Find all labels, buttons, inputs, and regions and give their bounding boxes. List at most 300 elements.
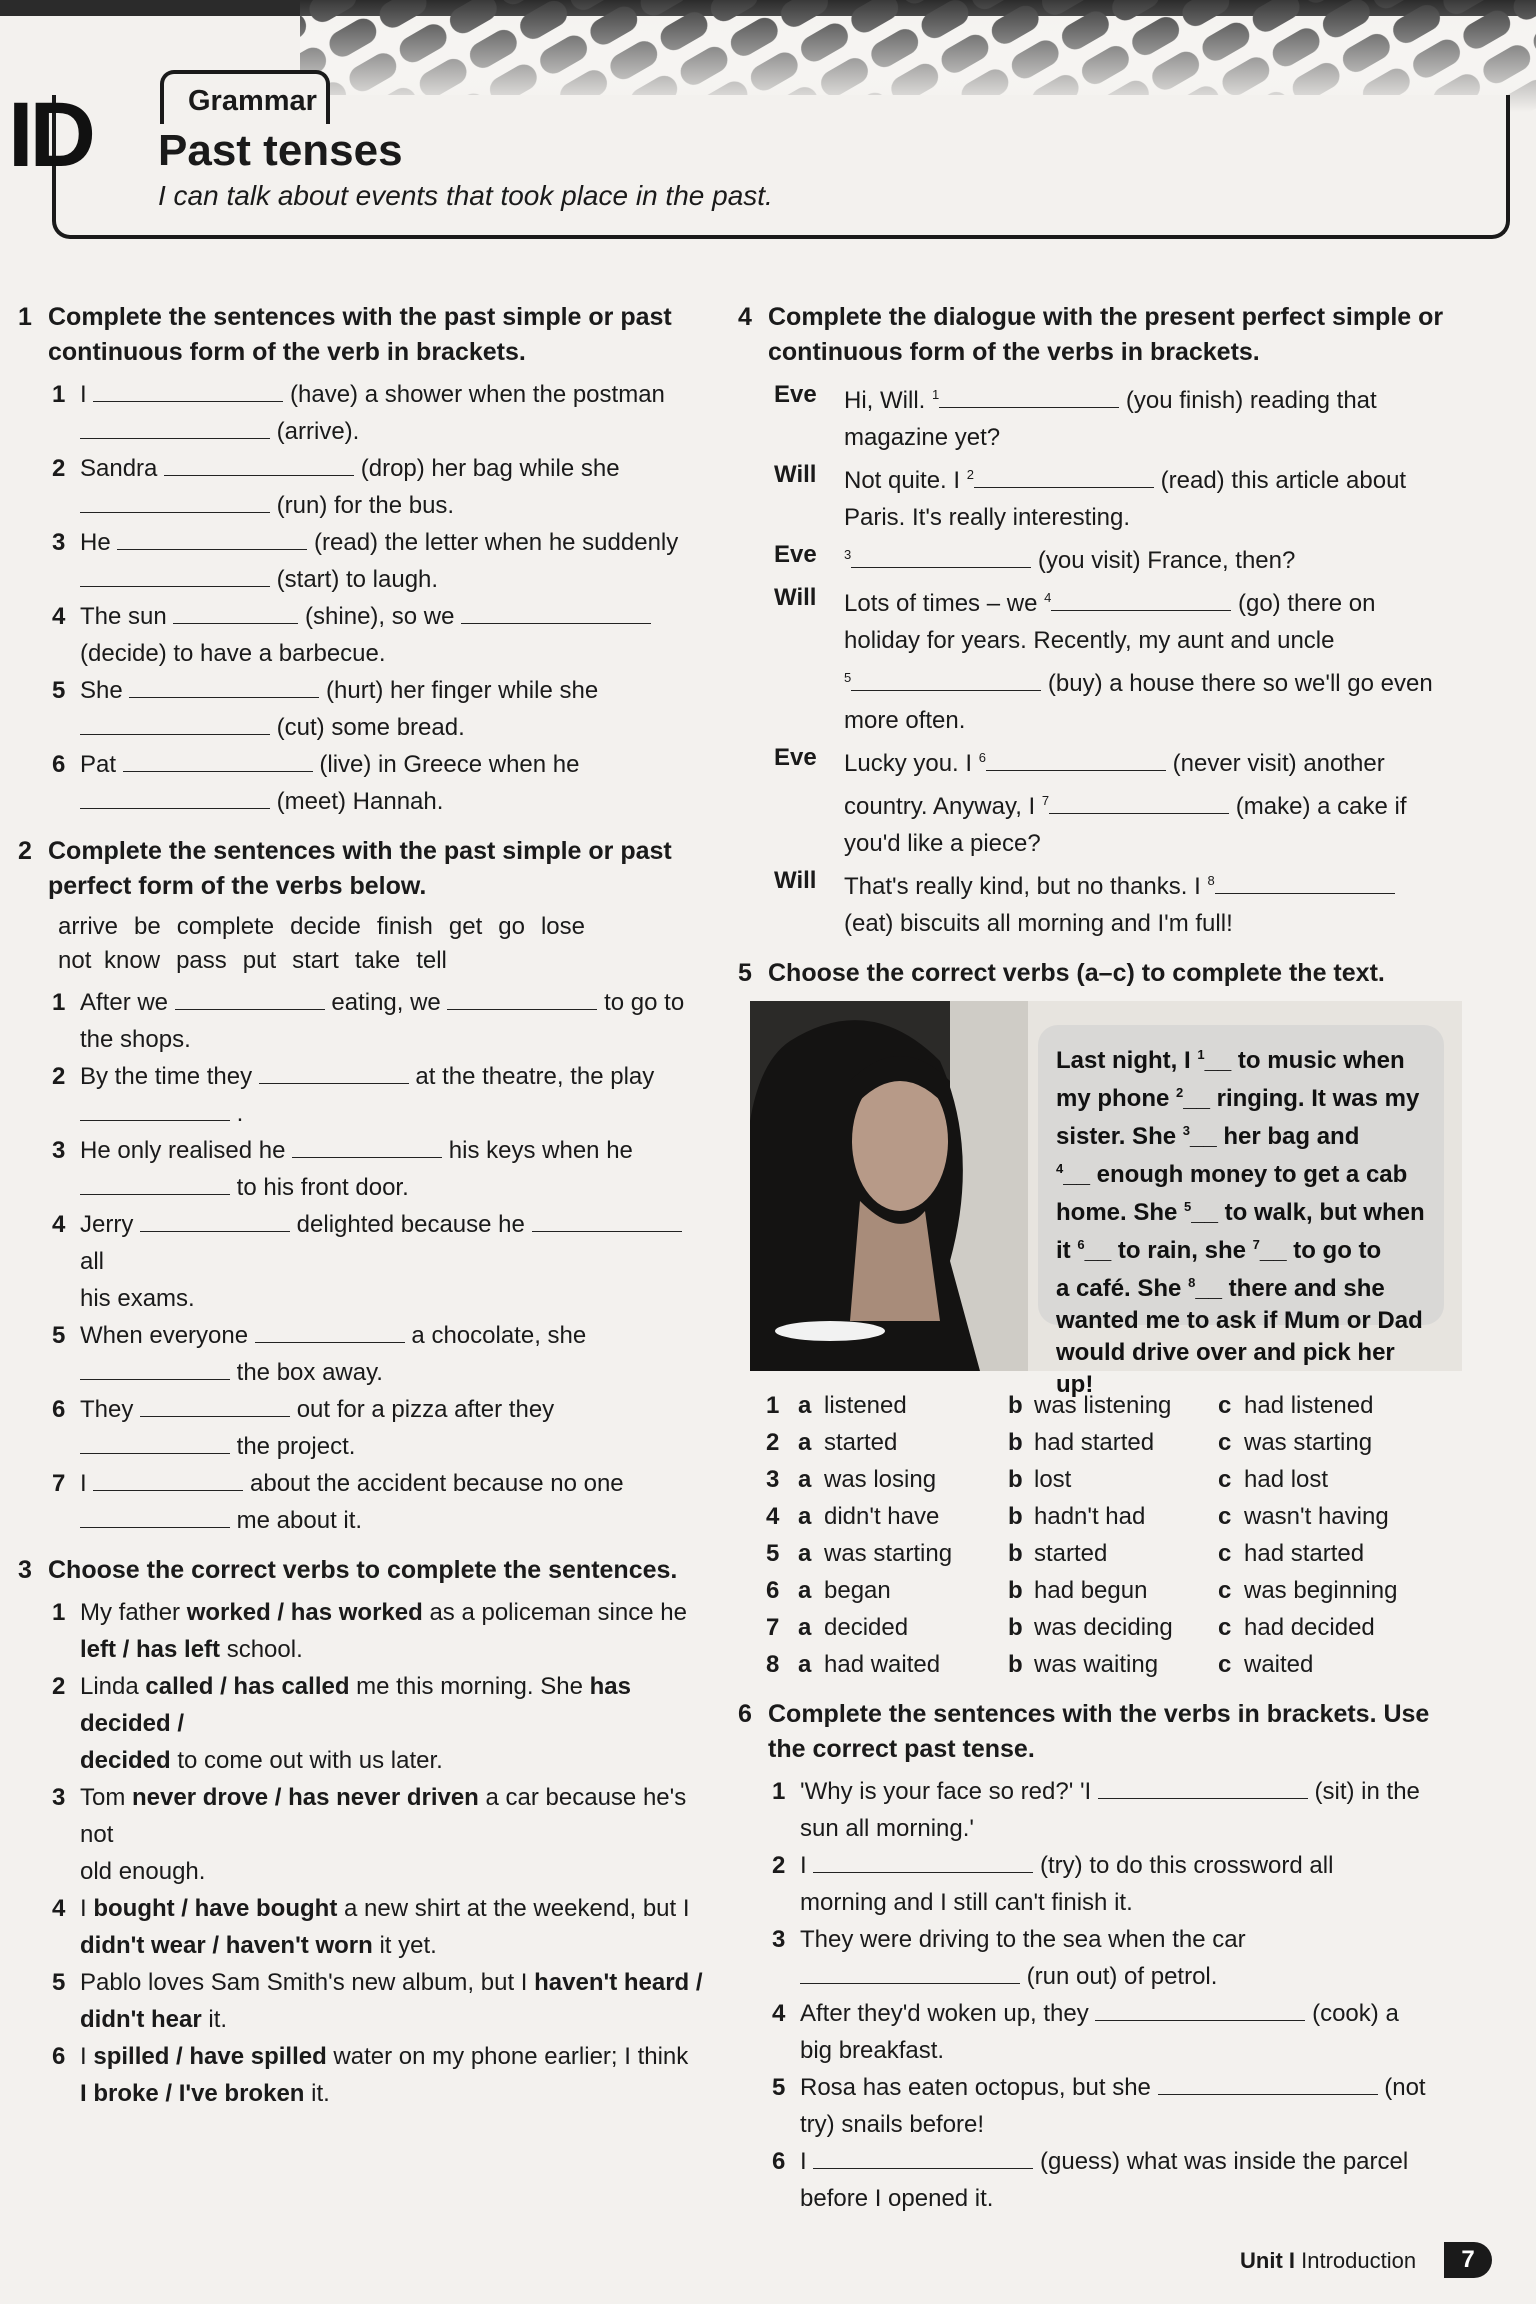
item-number: 4: [52, 603, 66, 630]
word: tell: [416, 947, 447, 974]
text: (try) to do this crossword all: [1033, 1852, 1334, 1879]
text: it.: [201, 2006, 228, 2033]
item-line: [80, 1594, 708, 1631]
verb-choice[interactable]: has decided /: [80, 1673, 631, 1737]
item-line: [800, 1884, 1450, 1921]
answer-blank[interactable]: [800, 1963, 1020, 1984]
answer-blank[interactable]: [123, 751, 313, 772]
option-text: had started: [1034, 1429, 1155, 1456]
gap-number: 5: [1184, 1199, 1192, 1214]
item-line: [800, 2069, 1450, 2106]
option-text: waited: [1244, 1651, 1314, 1678]
verb-choice[interactable]: didn't hear: [80, 2006, 202, 2033]
item-line: [80, 1021, 708, 1058]
text: [270, 714, 277, 741]
exercise-item: [52, 746, 708, 820]
item-number: 1: [52, 381, 66, 408]
speech: [844, 579, 1450, 739]
word-line: [58, 944, 708, 978]
option-a[interactable]: [798, 1572, 1008, 1609]
item-number: 7: [52, 1470, 66, 1497]
answer-blank[interactable]: [175, 989, 325, 1010]
text: By the time they: [80, 1063, 259, 1090]
verb-choice[interactable]: never drove / has never driven: [132, 1784, 479, 1811]
speech-line: you'd like a piece?: [844, 830, 1041, 857]
gap-number: 3: [844, 547, 852, 562]
word: put: [242, 947, 277, 974]
item-line: [80, 450, 708, 487]
answer-blank[interactable]: [292, 1137, 442, 1158]
exercise-items: [772, 1773, 1450, 2217]
item-line: [80, 1206, 708, 1280]
item-line: [80, 524, 708, 561]
item-line: [80, 1280, 708, 1317]
text: (hurt) her finger while she: [319, 677, 599, 704]
item-line: [80, 1927, 708, 1964]
item-line: [80, 1742, 708, 1779]
text: (you finish) reading that: [1119, 387, 1377, 414]
exercise-item: [52, 2038, 708, 2112]
option-a[interactable]: [798, 1535, 1008, 1572]
gap-number: 8: [1207, 873, 1215, 888]
exercise-item: [52, 1594, 708, 1668]
exercise-item: [52, 1465, 708, 1539]
word-box: [58, 910, 708, 978]
verb-choice[interactable]: called / has called: [145, 1673, 350, 1700]
item-number: 6: [52, 1396, 66, 1423]
option-letter: b: [1008, 1614, 1023, 1641]
exercise-item: [52, 1132, 708, 1206]
speaker: Will: [774, 584, 817, 611]
option-b[interactable]: [1008, 1535, 1218, 1572]
option-letter: a: [798, 1540, 812, 1567]
answer-blank[interactable]: [80, 788, 270, 809]
item-line: [80, 672, 708, 709]
item-line: [80, 487, 708, 524]
item-text: [80, 1391, 708, 1465]
text: (cook) a: [1305, 2000, 1399, 2027]
option-b[interactable]: [1008, 1498, 1218, 1535]
gap-number: 4: [1044, 590, 1052, 605]
exercise-number: 4: [738, 303, 752, 331]
speaker: Will: [774, 461, 817, 488]
text: Rosa has eaten octopus, but she: [800, 2074, 1158, 2101]
option-c[interactable]: [1218, 1646, 1428, 1683]
dialogue-line: [774, 536, 1450, 579]
answer-blank[interactable]: [1158, 2074, 1378, 2095]
item-line: [800, 1810, 1450, 1847]
option-b[interactable]: [1008, 1609, 1218, 1646]
text: (buy) a house there so we'll go even: [1041, 670, 1433, 697]
speech-line: [844, 579, 1450, 622]
text: country. Anyway, I: [844, 793, 1042, 820]
bubble-line: [1056, 1039, 1426, 1077]
answer-blank[interactable]: [80, 1507, 230, 1528]
bubble-line: [1056, 1153, 1426, 1191]
item-text: [800, 1921, 1450, 1995]
word: arrive: [58, 913, 119, 940]
answer-blank[interactable]: [851, 670, 1041, 691]
exercise-4: [738, 300, 1450, 942]
text: before I opened it.: [800, 2185, 994, 2212]
option-c[interactable]: [1218, 1424, 1428, 1461]
item-line: [80, 1853, 708, 1890]
word: decide: [290, 913, 361, 940]
word: pass: [176, 947, 227, 974]
option-letter: c: [1218, 1614, 1232, 1641]
item-text: [80, 1779, 708, 1890]
text: (read) the letter when he suddenly: [307, 529, 679, 556]
item-number: 1: [52, 1599, 66, 1626]
word: get: [448, 913, 483, 940]
text: (run out) of petrol.: [1020, 1963, 1218, 1990]
answer-blank[interactable]: [80, 714, 270, 735]
answer-blank[interactable]: [80, 1100, 230, 1121]
text: __ to go to: [1259, 1237, 1382, 1264]
answer-blank[interactable]: [851, 547, 1031, 568]
item-text: [80, 1890, 708, 1964]
text: sister. She: [1056, 1123, 1183, 1150]
item-number: 1: [772, 1778, 786, 1805]
item-number: 3: [52, 1137, 66, 1164]
word: lose: [540, 913, 585, 940]
text: I: [800, 1852, 814, 1879]
option-number: 1: [766, 1392, 780, 1419]
text: to come out with us later.: [170, 1747, 443, 1774]
item-line: [80, 1391, 708, 1428]
item-text: [80, 1964, 708, 2038]
answer-blank[interactable]: [532, 1211, 682, 1232]
text: __ to rain, she: [1084, 1237, 1253, 1264]
text: Linda: [80, 1673, 146, 1700]
text: (sit) in the: [1307, 1778, 1420, 1805]
exercise-items: [52, 1594, 708, 2112]
item-text: [800, 1847, 1450, 1921]
text: (decide) to have a barbecue.: [80, 640, 386, 667]
answer-blank[interactable]: [80, 492, 270, 513]
verb-choice[interactable]: I broke / I've broken: [80, 2080, 305, 2107]
item-text: [80, 524, 708, 598]
answer-blank[interactable]: [939, 387, 1119, 408]
answer-blank[interactable]: [1095, 2000, 1305, 2021]
option-text: was losing: [824, 1466, 937, 1493]
item-text: [80, 1594, 708, 1668]
option-c[interactable]: [1218, 1572, 1428, 1609]
exercise-items: [52, 984, 708, 1539]
option-letter: a: [798, 1392, 812, 1419]
item-text: [80, 746, 708, 820]
item-line: [80, 1354, 708, 1391]
option-a[interactable]: [798, 1387, 1008, 1424]
text: She: [80, 677, 130, 704]
option-letter: c: [1218, 1503, 1232, 1530]
answer-blank[interactable]: [80, 418, 270, 439]
exercise-instruction: Complete the sentences with the past simple or past continuous form of the verb in brackets.: [48, 303, 672, 366]
item-text: [80, 1317, 708, 1391]
option-c[interactable]: [1218, 1609, 1428, 1646]
item-line: [80, 1502, 708, 1539]
option-letter: a: [798, 1651, 812, 1678]
speaker: Eve: [774, 541, 817, 568]
word: start: [292, 947, 339, 974]
text: big breakfast.: [800, 2037, 945, 2064]
answer-blank[interactable]: [80, 1433, 230, 1454]
text: out for a pizza after they: [290, 1396, 555, 1423]
answer-blank[interactable]: [80, 566, 270, 587]
text: I: [80, 381, 94, 408]
exercise-item: [52, 1890, 708, 1964]
text: my phone: [1056, 1085, 1177, 1112]
text: Pat: [80, 751, 123, 778]
item-line: [800, 1847, 1450, 1884]
text: about the accident because no one: [243, 1470, 624, 1497]
option-a[interactable]: [798, 1424, 1008, 1461]
text: me this morning. She: [349, 1673, 590, 1700]
item-line: [800, 2106, 1450, 2143]
text: Hi, Will.: [844, 387, 932, 414]
text: delighted because he: [290, 1211, 525, 1238]
exercise-item: [52, 1206, 708, 1317]
speech-line: [844, 536, 1450, 579]
verb-choice[interactable]: didn't wear / haven't worn: [80, 1932, 373, 1959]
exercise-item: [772, 1995, 1450, 2069]
text: __ there and she: [1195, 1275, 1385, 1302]
footer-section: Introduction: [1301, 2248, 1417, 2273]
item-text: [80, 376, 708, 450]
option-b[interactable]: [1008, 1646, 1218, 1683]
answer-blank[interactable]: [129, 677, 319, 698]
option-text: had listened: [1244, 1392, 1374, 1419]
exercise-item: [52, 1058, 708, 1132]
item-line: [800, 1958, 1450, 1995]
answer-blank[interactable]: [80, 1174, 230, 1195]
answer-blank[interactable]: [140, 1396, 290, 1417]
text: I: [80, 1470, 94, 1497]
text: (guess) what was inside the parcel: [1033, 2148, 1409, 2175]
answer-blank[interactable]: [1049, 793, 1229, 814]
text: .: [230, 1100, 244, 1127]
item-text: [80, 1132, 708, 1206]
answer-blank[interactable]: [93, 1470, 243, 1491]
speech: [844, 862, 1450, 942]
speech-line: Paris. It's really interesting.: [844, 504, 1131, 531]
item-number: 5: [52, 677, 66, 704]
option-text: started: [824, 1429, 898, 1456]
text: They were driving to the sea when the car: [800, 1926, 1246, 1953]
exercise-item: [772, 2143, 1450, 2217]
answer-blank[interactable]: [974, 467, 1154, 488]
text: try) snails before!: [800, 2111, 985, 2138]
text: [270, 566, 277, 593]
answer-blank[interactable]: [117, 529, 307, 550]
option-letter: b: [1008, 1392, 1023, 1419]
dialogue-line: [774, 739, 1450, 862]
answer-blank[interactable]: [173, 603, 298, 624]
answer-blank[interactable]: [1098, 1778, 1308, 1799]
item-line: [80, 561, 708, 598]
bubble-line: [1056, 1305, 1426, 1337]
answer-blank[interactable]: [93, 381, 283, 402]
option-a[interactable]: [798, 1646, 1008, 1683]
option-letter: c: [1218, 1577, 1232, 1604]
item-line: [80, 746, 708, 783]
speech-line: [844, 782, 1450, 825]
text: [270, 418, 277, 445]
text: (read) this article about: [1153, 467, 1407, 494]
item-number: 5: [52, 1969, 66, 1996]
item-line: [800, 1773, 1450, 1810]
item-number: 2: [52, 455, 66, 482]
bubble-line: [1056, 1191, 1426, 1229]
gap-number: 5: [844, 670, 852, 685]
answer-blank[interactable]: [259, 1063, 409, 1084]
option-letter: a: [798, 1614, 812, 1641]
speaker: Eve: [774, 744, 817, 771]
item-number: 3: [52, 1784, 66, 1811]
answer-blank[interactable]: [255, 1322, 405, 1343]
option-number: 6: [766, 1577, 780, 1604]
item-number: 6: [52, 751, 66, 778]
dialogue-line: [774, 862, 1450, 942]
exercise-instruction: Complete the dialogue with the present perfect simple or continuous form of the verbs in brackets.: [768, 303, 1444, 366]
text: __ to music when: [1204, 1047, 1405, 1074]
option-text: had waited: [824, 1651, 941, 1678]
exercise-item: [52, 598, 708, 672]
word: take: [354, 947, 401, 974]
gap-number: 7: [1041, 793, 1050, 808]
answer-blank[interactable]: [461, 603, 651, 624]
text: the shops.: [80, 1026, 191, 1053]
answer-blank[interactable]: [447, 989, 597, 1010]
item-text: [800, 1995, 1450, 2069]
verb-choice[interactable]: left / has left: [80, 1636, 221, 1663]
answer-blank[interactable]: [164, 455, 354, 476]
item-number: 2: [52, 1063, 66, 1090]
text: it.: [304, 2080, 330, 2107]
bubble-line: [1056, 1115, 1426, 1153]
speaker: Will: [774, 867, 817, 894]
text: it: [1056, 1237, 1078, 1264]
item-number: 4: [52, 1211, 66, 1238]
text: (not: [1377, 2074, 1426, 2101]
item-number: 2: [52, 1673, 66, 1700]
word-line: [58, 910, 708, 944]
exercise-item: [52, 1779, 708, 1890]
verb-choice[interactable]: decided: [80, 1747, 171, 1774]
option-text: wasn't having: [1244, 1503, 1389, 1530]
exercise-instruction: Choose the correct verbs to complete the sentences.: [48, 1556, 678, 1584]
item-line: [800, 2180, 1450, 2217]
option-text: had decided: [1244, 1614, 1375, 1641]
answer-blank[interactable]: [813, 1852, 1033, 1873]
option-b[interactable]: [1008, 1424, 1218, 1461]
text: My father: [80, 1599, 187, 1626]
verb-choice[interactable]: worked / has worked: [186, 1599, 423, 1626]
answer-blank[interactable]: [80, 1359, 230, 1380]
option-row: [766, 1424, 1450, 1461]
exercise-item: [52, 1391, 708, 1465]
text: [270, 492, 277, 519]
bubble-line: [1056, 1077, 1426, 1115]
verb-choice[interactable]: haven't heard /: [534, 1969, 703, 1996]
gap-number: 7: [1252, 1237, 1260, 1252]
gap-number: 6: [978, 750, 986, 765]
answer-blank[interactable]: [1051, 590, 1231, 611]
text: (never visit) another: [1165, 750, 1385, 777]
text: Lots of times – we: [844, 590, 1045, 617]
text: at the theatre, the play: [408, 1063, 655, 1090]
text: Pablo loves Sam Smith's new album, but I: [80, 1969, 535, 1996]
text: to his front door.: [230, 1174, 409, 1201]
option-number: 4: [766, 1503, 780, 1530]
text: all: [80, 1248, 105, 1275]
text: sun all morning.': [800, 1815, 974, 1842]
option-a[interactable]: [798, 1461, 1008, 1498]
text: Tom: [80, 1784, 133, 1811]
verb-choice[interactable]: spilled / have spilled: [93, 2043, 327, 2070]
option-row: [766, 1572, 1450, 1609]
exercise-number: 3: [18, 1556, 32, 1584]
text: They: [80, 1396, 141, 1423]
option-b[interactable]: [1008, 1572, 1218, 1609]
text: After we: [80, 989, 175, 1016]
option-c[interactable]: [1218, 1461, 1428, 1498]
verb-choice[interactable]: bought / have bought: [93, 1895, 338, 1922]
exercise-number: 1: [18, 303, 32, 331]
option-text: was beginning: [1244, 1577, 1398, 1604]
item-number: 4: [52, 1895, 66, 1922]
option-letter: b: [1008, 1503, 1023, 1530]
gap-number: 2: [966, 467, 974, 482]
item-text: [80, 1668, 708, 1779]
option-text: hadn't had: [1034, 1503, 1146, 1530]
item-line: [80, 984, 708, 1021]
item-line: [80, 1428, 708, 1465]
exercise-6: [738, 1697, 1450, 2217]
woman-photo: [750, 1001, 1028, 1371]
exercise-3: [18, 1553, 708, 2112]
exercise-item: [772, 1921, 1450, 1995]
exercise-items: [52, 376, 708, 820]
option-text: was listening: [1034, 1392, 1172, 1419]
text: __ enough money to get a cab: [1063, 1161, 1408, 1188]
answer-blank[interactable]: [1215, 873, 1395, 894]
option-a[interactable]: [798, 1498, 1008, 1535]
option-c[interactable]: [1218, 1535, 1428, 1572]
unit-code: ID: [8, 84, 92, 186]
answer-blank[interactable]: [813, 2148, 1033, 2169]
option-b[interactable]: [1008, 1461, 1218, 1498]
answer-blank[interactable]: [140, 1211, 290, 1232]
gap-number: 3: [1182, 1123, 1190, 1138]
bubble-line: [1056, 1229, 1426, 1267]
text: (have) a shower when the postman: [283, 381, 665, 408]
text: He: [80, 529, 118, 556]
option-text: was waiting: [1034, 1651, 1159, 1678]
exercise-item: [52, 450, 708, 524]
speech: [844, 456, 1450, 536]
option-a[interactable]: [798, 1609, 1008, 1646]
option-letter: a: [798, 1577, 812, 1604]
option-text: decided: [824, 1614, 909, 1641]
item-text: [80, 1206, 708, 1317]
answer-blank[interactable]: [986, 750, 1166, 771]
item-number: 1: [52, 989, 66, 1016]
dialogue: [738, 376, 1450, 942]
text: a car because he's not: [80, 1784, 687, 1848]
exercise-item: [772, 1773, 1450, 1847]
option-c[interactable]: [1218, 1498, 1428, 1535]
